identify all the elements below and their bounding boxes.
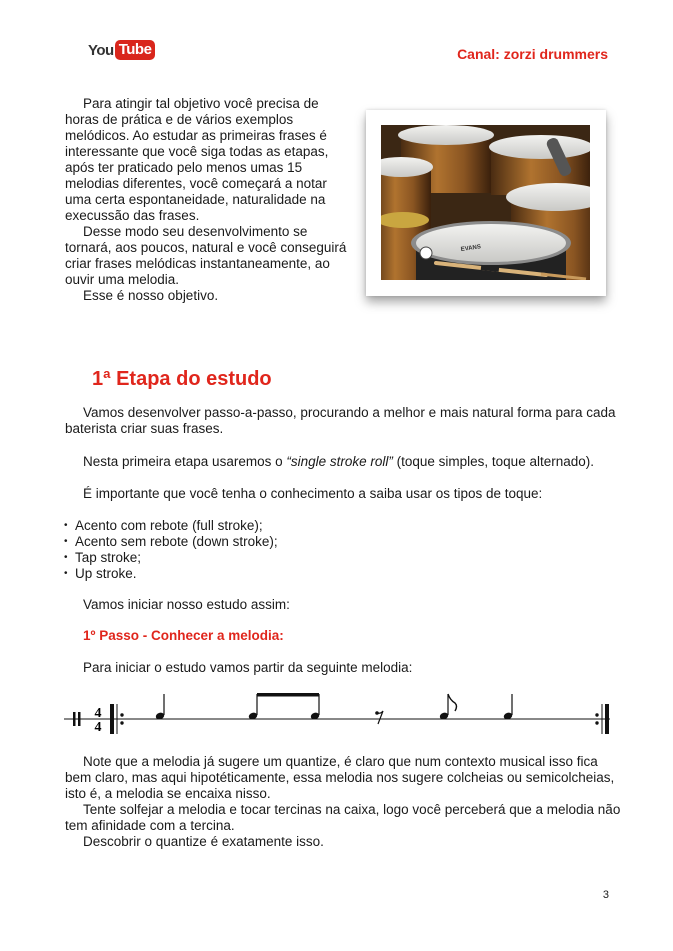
end-repeat-dot-2 bbox=[595, 721, 598, 724]
list-item: • Up stroke. bbox=[64, 566, 278, 582]
section-paragraph-3 bbox=[65, 486, 625, 502]
youtube-logo-tube: Tube bbox=[115, 40, 156, 60]
closing-text bbox=[65, 754, 625, 850]
section-paragraph-1 bbox=[65, 405, 625, 437]
drum-kit-illustration bbox=[381, 125, 590, 280]
time-signature-bottom: 4 bbox=[94, 720, 102, 735]
page-number: 3 bbox=[602, 889, 609, 901]
closing-paragraph-3: Descobrir o quantize é exatamente isso. bbox=[83, 834, 324, 849]
paragraph-text-start: Nesta primeira etapa usaremos o bbox=[83, 454, 287, 469]
start-repeat-thick-bar bbox=[110, 704, 114, 734]
stroke-types-list bbox=[64, 518, 278, 582]
end-repeat-dot-1 bbox=[595, 713, 598, 716]
start-repeat-dot-1 bbox=[120, 713, 123, 716]
intro-text bbox=[65, 96, 355, 304]
paragraph-text: Vamos desenvolver passo-a-passo, procurando a melhor e mais natural forma para cada baterista criar suas frases. bbox=[65, 405, 616, 436]
youtube-logo bbox=[88, 38, 155, 62]
drumhead-brand: EVANS bbox=[460, 244, 482, 253]
end-repeat-thick-bar bbox=[605, 704, 609, 734]
intro-paragraph-1: Para atingir tal objetivo você precisa de horas de prática e de vários exemplos melódicos. Ao estudar as primeiras frases é interessante que você siga todas as etapas, após ter praticado pelo menos umas 15 melodias diferentes, você começará a notar uma certa espontaneidade, naturalidade na execussão das frases. bbox=[65, 96, 329, 223]
paragraph-text: Vamos iniciar nosso estudo assim: bbox=[83, 597, 290, 612]
intro-paragraph-2: Desse modo seu desenvolvimento se tornará, aos poucos, natural e você conseguirá criar frases melódicas instantaneamente, ao ouvir uma melodia. bbox=[65, 224, 347, 287]
start-repeat-dot-2 bbox=[120, 721, 123, 724]
eighth-note-beam bbox=[257, 693, 319, 697]
percussion-clef-bar-1 bbox=[73, 712, 76, 726]
drum-photo-frame bbox=[366, 110, 606, 296]
section-heading: 1ª Etapa do estudo bbox=[92, 368, 272, 390]
closing-paragraph-2: Tente solfejar a melodia e tocar tercinas na caixa, logo você perceberá que a melodia não tem afinidade com a tercina. bbox=[65, 802, 621, 833]
percussion-clef-bar-2 bbox=[78, 712, 81, 726]
list-item: • Acento sem rebote (down stroke); bbox=[64, 534, 278, 550]
list-item: • Acento com rebote (full stroke); bbox=[64, 518, 278, 534]
list-item: • Tap stroke; bbox=[64, 550, 278, 566]
eighth-rest bbox=[375, 711, 383, 724]
section-paragraph-4 bbox=[65, 597, 625, 613]
section-paragraph-2 bbox=[65, 454, 625, 470]
paragraph-text: Para iniciar o estudo vamos partir da seguinte melodia: bbox=[83, 660, 413, 675]
paragraph-text: É importante que você tenha o conhecimento a saiba usar os tipos de toque: bbox=[83, 486, 543, 501]
youtube-logo-you: You bbox=[88, 41, 114, 59]
rhythm-staff bbox=[62, 688, 612, 738]
intro-paragraph-3: Esse é nosso objetivo. bbox=[83, 288, 219, 303]
channel-name: Canal: zorzi drummers bbox=[457, 46, 608, 62]
single-stroke-roll-term: “single stroke roll” bbox=[286, 454, 393, 469]
time-signature-top: 4 bbox=[94, 706, 102, 721]
closing-paragraph-1: Note que a melodia já sugere um quantize, é claro que num contexto musical isso fica bem claro, mas aqui hipotéticamente, essa melodia nos sugere colcheias ou semicolcheias, isto é, a melodia se encaixa nisso. bbox=[65, 754, 615, 801]
paragraph-text-end: (toque simples, toque alternado). bbox=[392, 454, 594, 469]
melody-notation bbox=[62, 688, 612, 743]
step-1-heading: 1º Passo - Conhecer a melodia: bbox=[83, 628, 284, 643]
section-paragraph-5 bbox=[65, 660, 625, 676]
eighth-note-3-flag bbox=[448, 694, 457, 711]
drum-kit-photo bbox=[381, 125, 590, 280]
